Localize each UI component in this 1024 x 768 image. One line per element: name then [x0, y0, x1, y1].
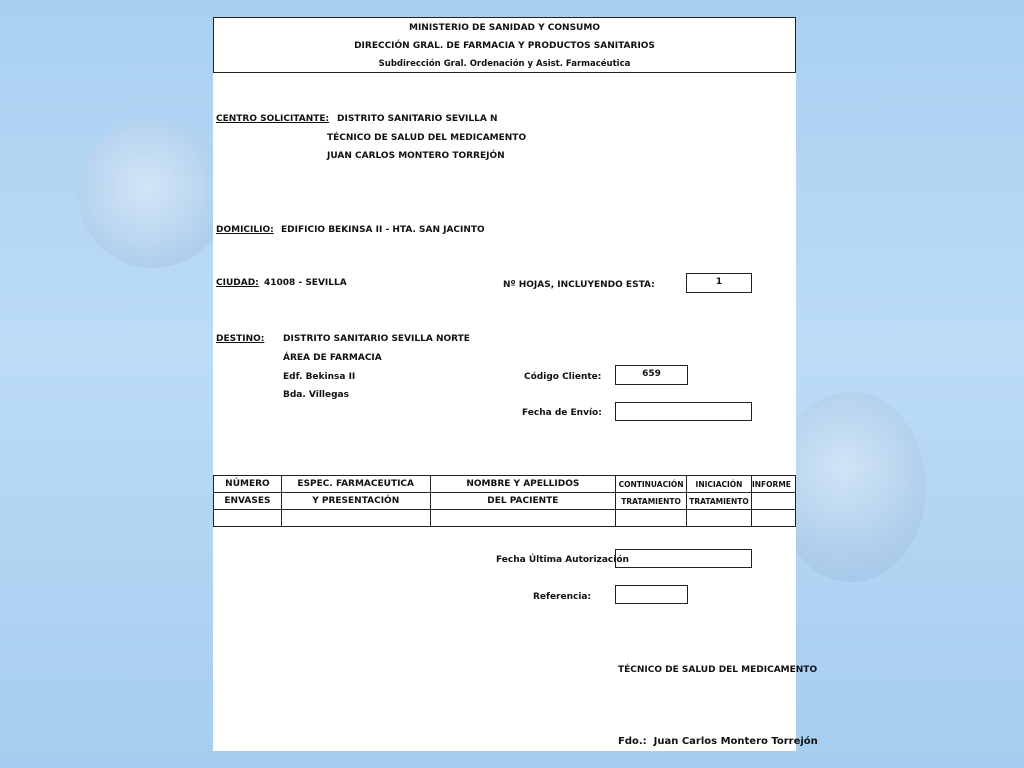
destino-line-1: DISTRITO SANITARIO SEVILLA NORTE [283, 334, 470, 344]
col-header-especialidad: ESPEC. FARMACEUTICA [281, 476, 430, 493]
col-header-nombre: NOMBRE Y APELLIDOS [430, 476, 615, 493]
destino-line-4: Bda. Villegas [283, 390, 349, 400]
referencia-field[interactable] [615, 585, 688, 604]
cell-numero[interactable] [214, 510, 282, 527]
solicitante-name: JUAN CARLOS MONTERO TORREJÓN [327, 151, 505, 161]
col-subheader-presentacion: Y PRESENTACIÓN [281, 493, 430, 510]
solicitante-label: CENTRO SOLICITANTE: [216, 114, 330, 124]
signature-role: TÉCNICO DE SALUD DEL MEDICAMENTO [618, 665, 818, 675]
signatory-name: Juan Carlos Montero Torrejón [653, 736, 818, 747]
cell-continuacion[interactable] [616, 510, 687, 527]
fdo-label: Fdo.: [618, 736, 647, 747]
domicilio-value: EDIFICIO BEKINSA II - HTA. SAN JACINTO [281, 225, 485, 235]
col-header-continuacion: CONTINUACIÓN [616, 476, 687, 493]
fecha-envio-label: Fecha de Envío: [522, 408, 602, 418]
signature-line [618, 736, 818, 748]
destino-label: DESTINO: [216, 334, 265, 344]
cell-especialidad[interactable] [281, 510, 430, 527]
pill-decoration-right [776, 392, 926, 582]
ministry-title: MINISTERIO DE SANIDAD Y CONSUMO [409, 23, 600, 33]
directorate-title: DIRECCIÓN GRAL. DE FARMACIA Y PRODUCTOS SANITARIOS [354, 41, 655, 51]
col-header-numero: NÚMERO [214, 476, 282, 493]
destino-line-2: ÁREA DE FARMACIA [283, 353, 382, 363]
table-header-row-2 [214, 493, 796, 510]
destino-line-3: Edf. Bekinsa II [283, 372, 356, 382]
fecha-autorizacion-field[interactable] [615, 549, 752, 568]
hojas-label: Nº HOJAS, INCLUYENDO ESTA: [503, 280, 655, 290]
col-subheader-envases: ENVASES [214, 493, 282, 510]
col-subheader-informe [751, 493, 795, 510]
col-subheader-tratamiento-cont: TRATAMIENTO [616, 493, 687, 510]
cell-nombre[interactable] [430, 510, 615, 527]
request-form-page [213, 17, 818, 751]
cell-informe[interactable] [751, 510, 795, 527]
table-row [214, 510, 796, 527]
col-subheader-tratamiento-ini: TRATAMIENTO [687, 493, 752, 510]
solicitante-role: TÉCNICO DE SALUD DEL MEDICAMENTO [327, 133, 527, 143]
referencia-label: Referencia: [533, 592, 592, 602]
domicilio-label: DOMICILIO: [216, 225, 274, 235]
col-header-iniciacion: INICIACIÓN [687, 476, 752, 493]
fecha-autorizacion-label: Fecha Última Autorización [496, 555, 629, 565]
codigo-cliente-label: Código Cliente: [524, 372, 602, 382]
fecha-envio-field[interactable] [615, 402, 752, 421]
subdirectorate-title: Subdirección Gral. Ordenación y Asist. Farmacéutica [378, 59, 631, 69]
form-header [213, 17, 796, 73]
ciudad-value: 41008 - SEVILLA [264, 278, 347, 288]
cell-iniciacion[interactable] [687, 510, 752, 527]
col-header-informe: INFORME [751, 476, 795, 493]
codigo-cliente-field[interactable]: 659 [615, 365, 688, 385]
table-header-row-1 [214, 476, 796, 493]
col-subheader-paciente: DEL PACIENTE [430, 493, 615, 510]
hojas-field[interactable]: 1 [686, 273, 752, 293]
ciudad-label: CIUDAD: [216, 278, 259, 288]
pill-decoration-left [78, 118, 228, 268]
solicitante-value: DISTRITO SANITARIO SEVILLA N [337, 114, 498, 124]
medication-table [213, 475, 796, 527]
